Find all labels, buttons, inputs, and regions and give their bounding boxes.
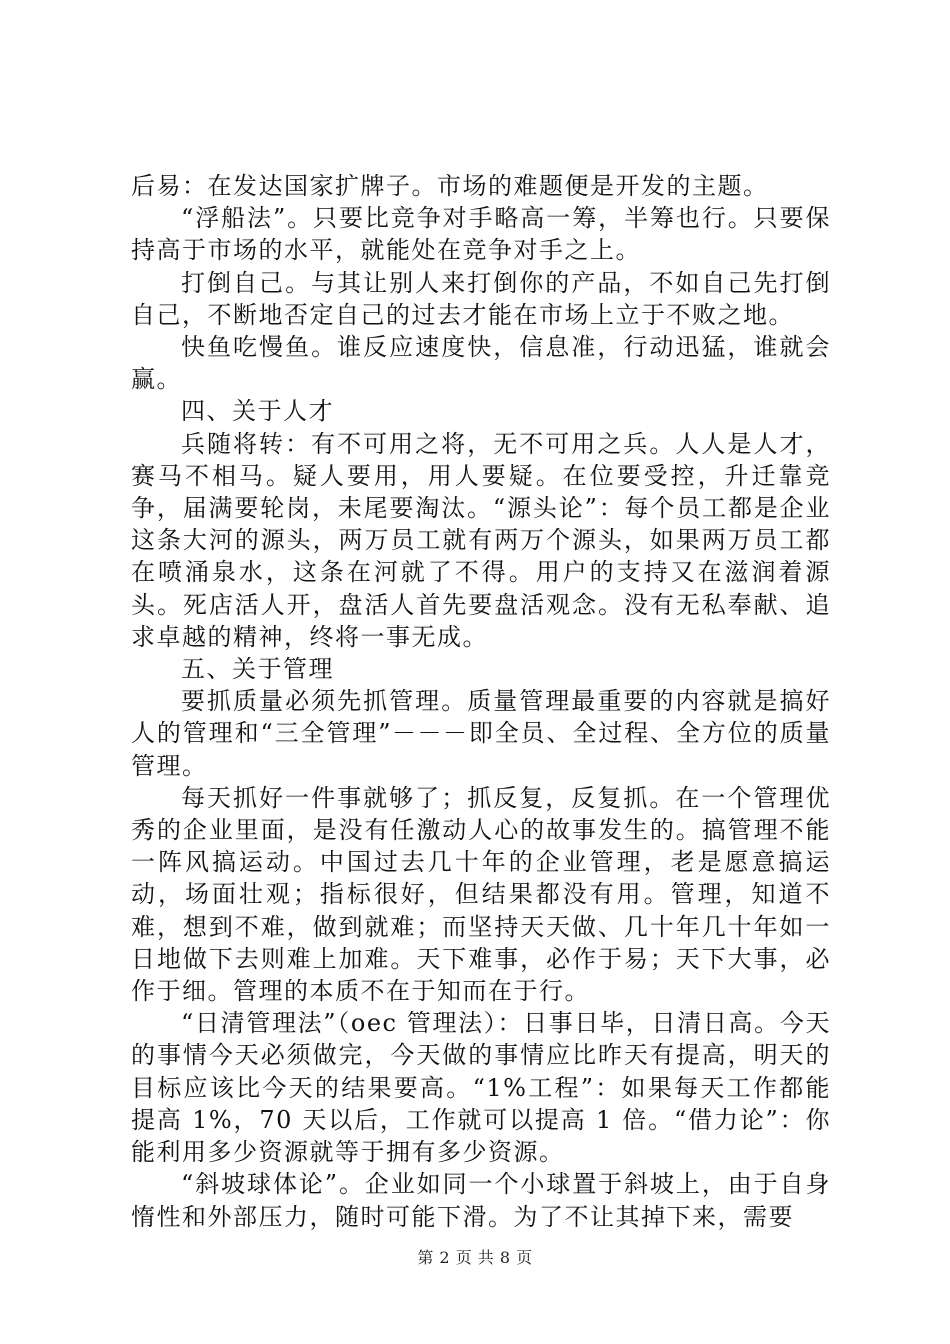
paragraph-4: 快鱼吃慢鱼。谁反应速度快，信息准，行动迅猛，谁就会赢。 bbox=[131, 333, 831, 394]
paragraph-3: 打倒自己。与其让别人来打倒你的产品，不如自己先打倒自己，不断地否定自己的过去才能在市场上立于不败之地。 bbox=[131, 268, 831, 329]
page-footer: 第 2 页 共 8 页 bbox=[417, 1248, 533, 1267]
paragraph-8: 要抓质量必须先抓管理。质量管理最重要的内容就是搞好人的管理和“三全管理”－－－即全员、全过程、全方位的质量管理。 bbox=[131, 687, 831, 780]
paragraph-11: “斜坡球体论”。企业如同一个小球置于斜坡上，由于自身惰性和外部压力，随时可能下滑。为了不让其掉下来，需要 bbox=[131, 1170, 831, 1231]
section-heading-talent: 四、关于人才 bbox=[181, 397, 334, 426]
paragraph-9: 每天抓好一件事就够了；抓反复，反复抓。在一个管理优秀的企业里面，是没有任激动人心的故事发生的。搞管理不能一阵风搞运动。中国过去几十年的企业管理，老是愿意搞运动，场面壮观；指标很好，但结果都没有用。管理，知道不难，想到不难，做到就难；而坚持天天做、几十年几十年如一日地做下去则难上加难。天下难事，必作于易；天下大事，必作于细。管理的本质不在于知而在于行。 bbox=[131, 783, 831, 1006]
paragraph-6: 兵随将转：有不可用之将，无不可用之兵。人人是人才，赛马不相马。疑人要用，用人要疑。在位要受控，升迁靠竞争，届满要轮岗，未尾要淘汰。“源头论”：每个员工都是企业这条大河的源头，两万员工就有两万个源头，如果两万员工都在喷涌泉水，这条在河就了不得。用户的支持又在滋润着源头。死店活人开，盘活人首先要盘活观念。没有无私奉献、追求卓越的精神，终将一事无成。 bbox=[131, 429, 831, 651]
paragraph-2: “浮船法”。只要比竞争对手略高一筹，半筹也行。只要保持高于市场的水平，就能处在竞争对手之上。 bbox=[131, 204, 831, 265]
section-heading-management: 五、关于管理 bbox=[181, 655, 334, 684]
paragraph-1: 后易：在发达国家扩牌子。市场的难题便是开发的主题。 bbox=[131, 172, 769, 200]
paragraph-10: “日清管理法”（oec 管理法）：日事日毕，日清日高。今天的事情今天必须做完，今天做的事情应比昨天有提高，明天的目标应该比今天的结果要高。“1%工程”：如果每天工作都能提高 1%，70 天以后，工作就可以提高 1 倍。“借力论”：你能利用多少资源就等于拥有多少资源。 bbox=[131, 1009, 831, 1167]
document-body bbox=[131, 170, 831, 1233]
